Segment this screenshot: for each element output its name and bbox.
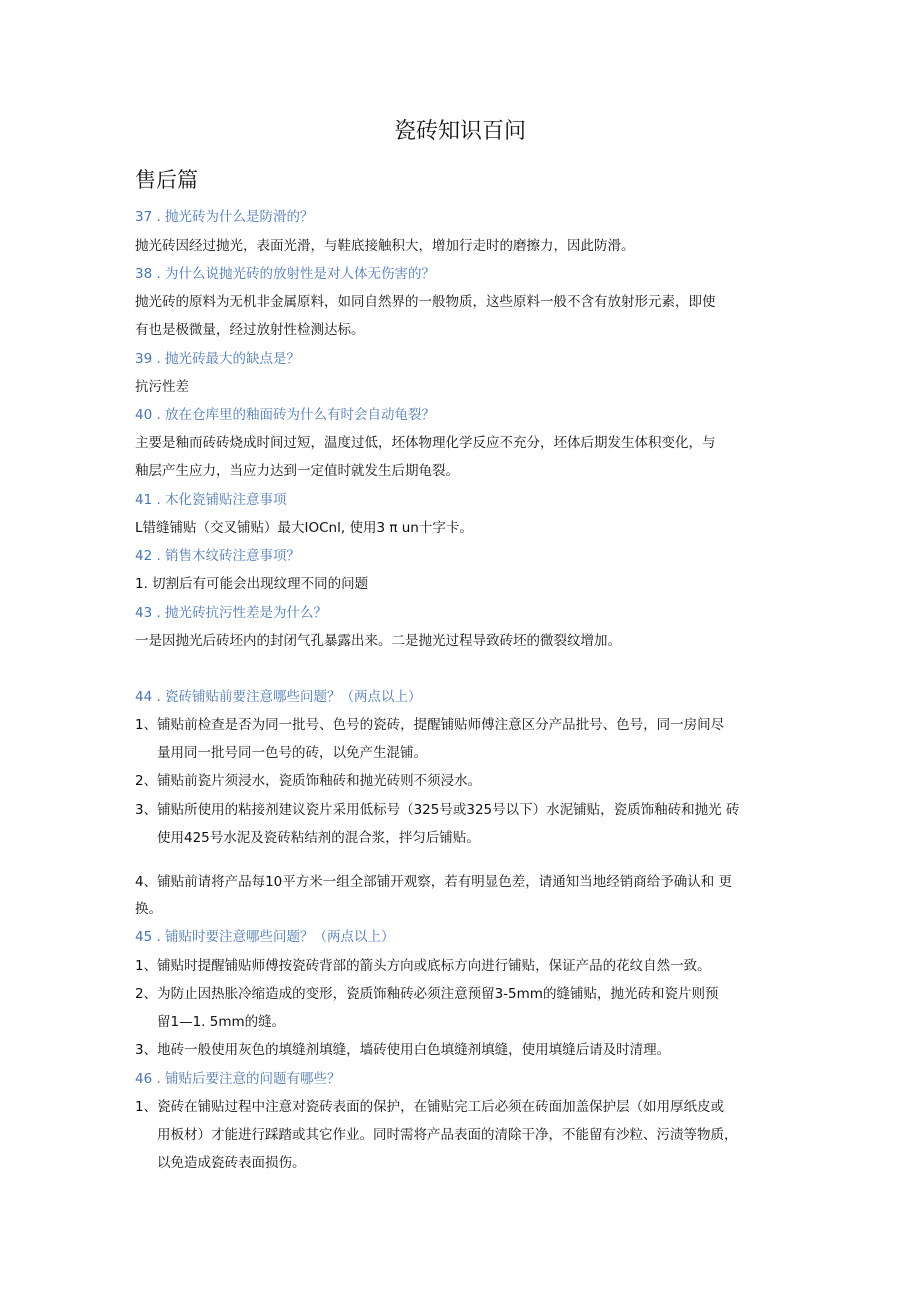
- answer-line: L错缝铺贴（交叉铺贴）最大IOCnl, 使用3 π un十字卡。: [135, 520, 473, 536]
- answer-line: 量用同一批号同一色号的砖，以免产生混铺。: [157, 745, 427, 761]
- answer-line: 用板材）才能进行踩踏或其它作业。同时需将产品表面的清除干净，不能留有沙粒、污渍等物质，: [157, 1127, 738, 1143]
- answer-line: 留1—1. 5mm的缝。: [157, 1014, 286, 1030]
- answer-line: 1、铺贴时提醒铺贴师傅按瓷砖背部的箭头方向或底标方向进行铺贴，保证产品的花纹自然一致。: [135, 958, 711, 974]
- answer-line: 以免造成瓷砖表面损伤。: [157, 1155, 306, 1171]
- answer-line: 1. 切割后有可能会出现纹理不同的问题: [135, 576, 369, 592]
- answer-line: 3、铺贴所使用的粘接剂建议瓷片采用低标号（325号或325号以下）水泥铺贴，瓷质饰釉砖和抛光 砖: [135, 802, 740, 818]
- answer-line: 抛光砖因经过抛光，表面光滑，与鞋底接触积大，增加行走时的磨擦力，因此防滑。: [135, 238, 635, 254]
- question-42: 42 . 销售木纹砖注意事项？: [135, 548, 301, 564]
- answer-line: 2、铺贴前瓷片须浸水，瓷质饰釉砖和抛光砖则不须浸水。: [135, 773, 482, 789]
- answer-line: 1、瓷砖在铺贴过程中注意对瓷砖表面的保护，在铺贴完工后必须在砖面加盖保护层（如用厚纸皮或: [135, 1099, 725, 1115]
- question-38: 38 . 为什么说抛光砖的放射性是对人体无伤害的？: [135, 266, 436, 282]
- answer-line: 使用425号水泥及瓷砖粘结剂的混合浆，拌匀后铺贴。: [157, 830, 480, 846]
- answer-line: 1、铺贴前检查是否为同一批号、色号的瓷砖，提醒铺贴师傅注意区分产品批号、色号，同一房间尽: [135, 717, 725, 733]
- question-45: 45 . 铺贴时要注意哪些问题？（两点以上）: [135, 929, 395, 945]
- answer-line: 主要是釉而砖砖烧成时间过短，温度过低，坯体物理化学反应不充分，坯体后期发生体积变化，与: [135, 435, 716, 451]
- answer-line: 一是因抛光后砖坯内的封闭气孔暴露出来。二是抛光过程导致砖坯的微裂纹增加。: [135, 633, 621, 649]
- answer-line: 釉层产生应力，当应力达到一定值时就发生后期龟裂。: [135, 463, 459, 479]
- question-40: 40 . 放在仓库里的釉面砖为什么有时会自动龟裂？: [135, 407, 436, 423]
- answer-line: 3、地砖一般使用灰色的填缝剂填缝，墙砖使用白色填缝剂填缝，使用填缝后请及时清理。: [135, 1042, 671, 1058]
- answer-line: 有也是极微量，经过放射性检测达标。: [135, 322, 365, 338]
- question-37: 37 . 抛光砖为什么是防滑的？: [135, 209, 314, 225]
- question-46: 46 . 铺贴后要注意的问题有哪些？: [135, 1071, 341, 1087]
- answer-line: 2、为防止因热胀冷缩造成的变形，瓷质饰釉砖必须注意预留3-5mm的缝铺贴，抛光砖和瓷片则预: [135, 986, 719, 1002]
- answer-line: 抗污性差: [135, 379, 189, 395]
- answer-line: 4、铺贴前请将产品每10平方米一组全部铺开观察，若有明显色差，请通知当地经销商给予确认和 更: [135, 874, 733, 890]
- section-heading: 售后篇: [135, 168, 198, 192]
- question-39: 39 . 抛光砖最大的缺点是？: [135, 351, 301, 367]
- document-title: 瓷砖知识百问: [393, 119, 526, 144]
- question-43: 43 . 抛光砖抗污性差是为什么？: [135, 605, 328, 621]
- answer-line: 换。: [135, 901, 162, 917]
- question-44: 44 . 瓷砖铺贴前要注意哪些问题？（两点以上）: [135, 689, 422, 705]
- answer-line: 抛光砖的原料为无机非金属原料，如同自然界的一般物质，这些原料一般不含有放射形元素，即使: [135, 294, 716, 310]
- question-41: 41 . 木化瓷铺贴注意事项: [135, 492, 287, 508]
